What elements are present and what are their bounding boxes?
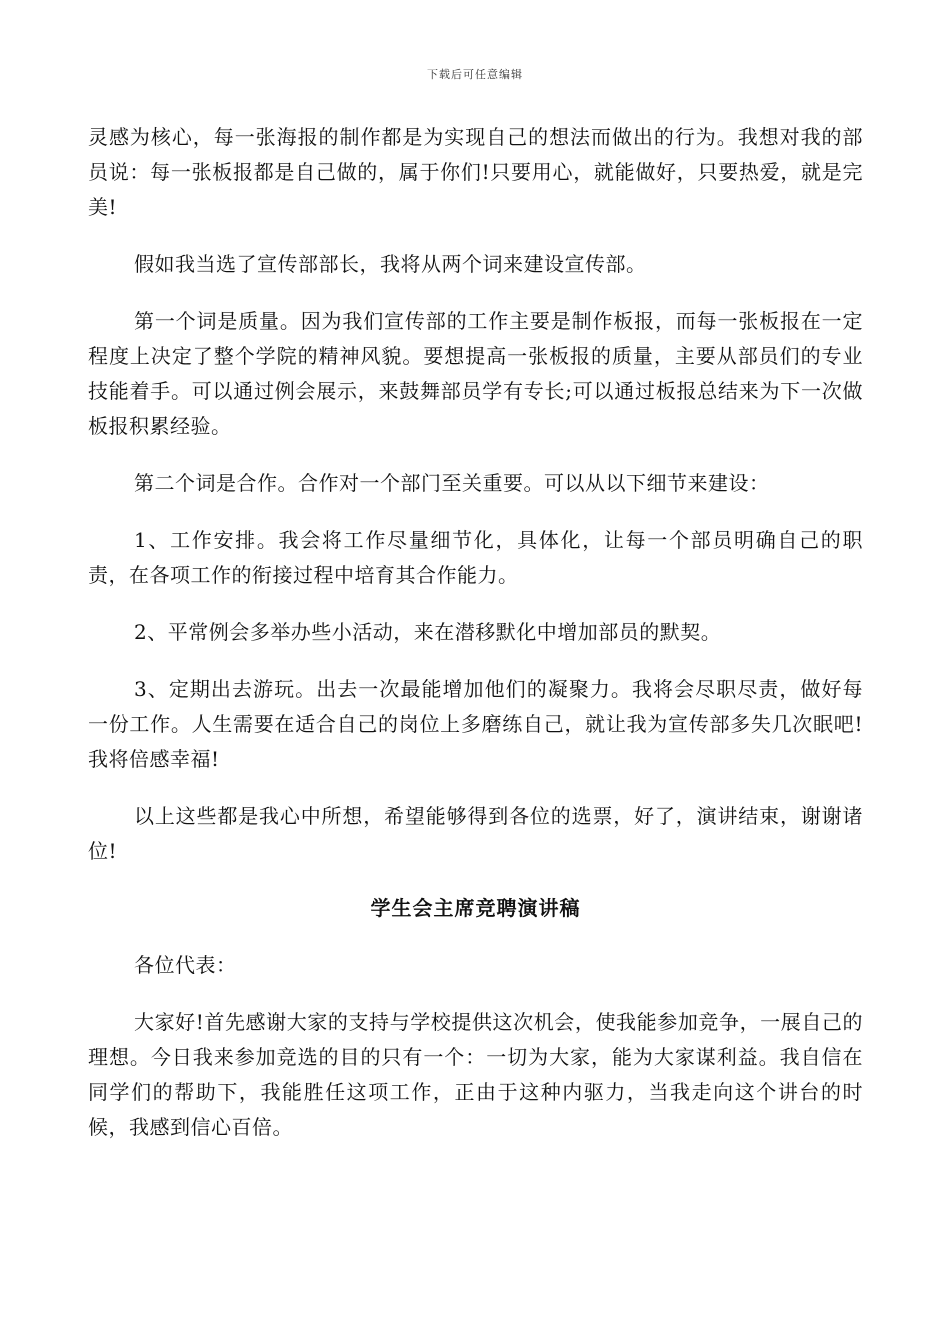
header-note: 下载后可任意编辑 bbox=[427, 68, 523, 81]
paragraph: 灵感为核心，每一张海报的制作都是为实现自己的想法而做出的行为。我想对我的部员说：每一张板报都是自己做的，属于你们!只要用心，就能做好，只要热爱，就是完美! bbox=[88, 125, 863, 219]
section-title: 学生会主席竞聘演讲稿 bbox=[370, 896, 581, 920]
paragraph: 大家好!首先感谢大家的支持与学校提供这次机会，使我能参加竞争，一展自己的理想。今日我来参加竞选的目的只有一个：一切为大家，能为大家谋利益。我自信在同学们的帮助下，我能胜任这项工作，正由于这种内驱力，当我走向这个讲台的时候，我感到信心百倍。 bbox=[88, 1010, 863, 1139]
paragraph: 以上这些都是我心中所想，希望能够得到各位的选票，好了，演讲结束，谢谢诸位! bbox=[88, 804, 863, 863]
list-item: 3、定期出去游玩。出去一次最能增加他们的凝聚力。我将会尽职尽责，做好每一份工作。人生需要在适合自己的岗位上多磨练自己，就让我为宣传部多失几次眠吧!我将倍感幸福! bbox=[88, 677, 863, 771]
paragraph: 假如我当选了宣传部部长，我将从两个词来建设宣传部。 bbox=[134, 252, 647, 276]
salutation: 各位代表： bbox=[134, 953, 237, 977]
paragraph: 第一个词是质量。因为我们宣传部的工作主要是制作板报，而每一张板报在一定程度上决定了整个学院的精神风貌。要想提高一张板报的质量，主要从部员们的专业技能着手。可以通过例会展示，来鼓舞部员学有专长;可以通过板报总结来为下一次做板报积累经验。 bbox=[88, 309, 863, 438]
list-item: 2、平常例会多举办些小活动，来在潜移默化中增加部员的默契。 bbox=[134, 620, 722, 644]
list-item: 1、工作安排。我会将工作尽量细节化，具体化，让每一个部员明确自己的职责，在各项工作的衔接过程中培育其合作能力。 bbox=[88, 528, 863, 587]
paragraph: 第二个词是合作。合作对一个部门至关重要。可以从以下细节来建设： bbox=[134, 471, 770, 495]
document-body bbox=[88, 120, 863, 1167]
